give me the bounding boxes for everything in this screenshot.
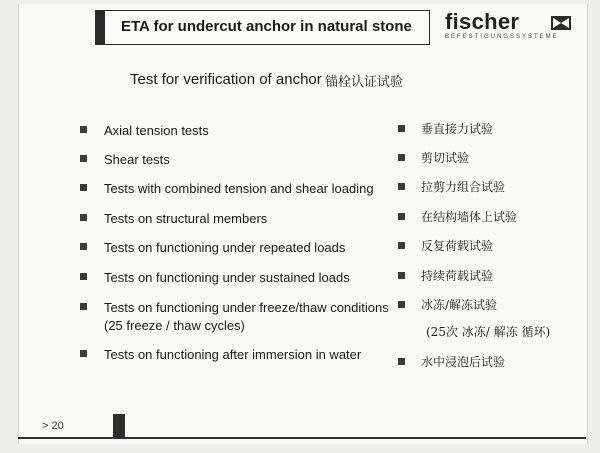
logo-wordmark: fischer (445, 9, 520, 34)
bullet-icon (398, 213, 405, 220)
bullet-icon (80, 243, 87, 250)
bullet-icon (80, 303, 87, 310)
slide-title: ETA for undercut anchor in natural stone (121, 18, 412, 35)
bullet-icon (80, 155, 87, 162)
bullet-icon (80, 214, 87, 221)
bullet-icon (398, 125, 405, 132)
title-notch (95, 10, 105, 45)
bullet-icon (80, 350, 87, 357)
bullet-icon (80, 126, 87, 133)
bullet-icon (80, 273, 87, 280)
bullet-icon (398, 301, 405, 308)
bullet-icon (398, 183, 405, 190)
fischer-logo (443, 8, 573, 44)
fischer-mark-icon (551, 16, 571, 30)
subtitle-cn: 锚栓认证试验 (325, 75, 404, 90)
bullet-icon (398, 358, 405, 365)
footer-divider (18, 437, 586, 439)
logo-tagline: BEFESTIGUNGSSYSTEME (445, 34, 559, 40)
footer-notch (113, 414, 125, 438)
freeze-thaw-cycles-cn: (25次 冰冻/ 解冻 循环) (426, 325, 551, 339)
page-number: > 20 (42, 420, 64, 432)
bullet-icon (80, 184, 87, 191)
title-bar (95, 10, 430, 45)
subtitle-en: Test for verification of anchor (130, 71, 322, 88)
bullet-icon (398, 272, 405, 279)
bullet-icon (398, 242, 405, 249)
bullet-icon (398, 154, 405, 161)
